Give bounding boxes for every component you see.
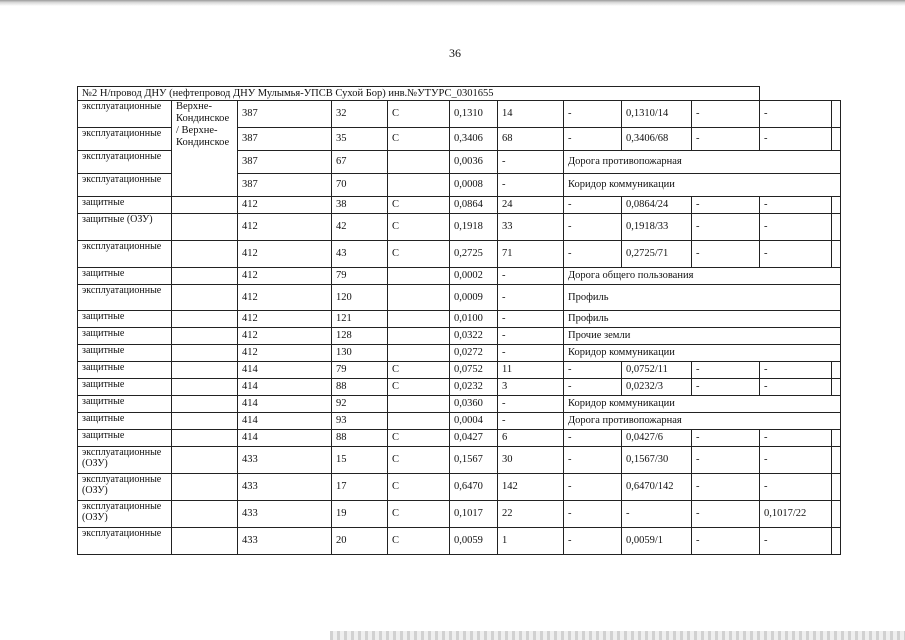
table-cell	[388, 311, 450, 328]
table-cell: -	[564, 430, 622, 447]
table-row	[78, 311, 841, 328]
table-cell: 92	[332, 396, 388, 413]
table-cell: защитные	[78, 413, 172, 430]
table-cell: -	[760, 101, 832, 128]
table-cell: Коридор коммуникации	[564, 396, 841, 413]
table-cell: 412	[238, 214, 332, 241]
table-title-row	[78, 87, 841, 101]
table-row	[78, 362, 841, 379]
table-cell: -	[564, 101, 622, 128]
table-cell: Профиль	[564, 285, 841, 311]
table-cell	[388, 396, 450, 413]
table-cell: Профиль	[564, 311, 841, 328]
table-cell: 0,0008	[450, 174, 498, 197]
table-cell: эксплуатационные	[78, 528, 172, 555]
table-cell: -	[692, 379, 760, 396]
empty-cell	[832, 101, 841, 128]
table-cell: -	[760, 379, 832, 396]
table-cell: С	[388, 430, 450, 447]
table-cell: 412	[238, 241, 332, 268]
table-cell: эксплуатационные	[78, 174, 172, 197]
region-cell-empty	[172, 285, 238, 311]
empty-cell	[832, 241, 841, 268]
table-cell: 30	[498, 447, 564, 474]
table-cell: С	[388, 197, 450, 214]
table-cell: 93	[332, 413, 388, 430]
region-cell-empty	[172, 528, 238, 555]
table-cell: Коридор коммуникации	[564, 345, 841, 362]
table-cell: -	[692, 241, 760, 268]
empty-cell	[832, 430, 841, 447]
table-cell: эксплуатационные	[78, 151, 172, 174]
table-cell: 88	[332, 430, 388, 447]
table-cell: 412	[238, 345, 332, 362]
empty-cell	[832, 379, 841, 396]
table-row	[78, 528, 841, 555]
table-cell: 3	[498, 379, 564, 396]
table-cell: 79	[332, 268, 388, 285]
table-cell: Дорога противопожарная	[564, 413, 841, 430]
table-cell: -	[692, 447, 760, 474]
table-cell: 35	[332, 128, 388, 151]
region-cell-empty	[172, 311, 238, 328]
table-cell: С	[388, 474, 450, 501]
table-cell: -	[498, 396, 564, 413]
table-row	[78, 413, 841, 430]
region-cell-empty	[172, 214, 238, 241]
table-cell: -	[498, 174, 564, 197]
table-row	[78, 197, 841, 214]
table-cell: 11	[498, 362, 564, 379]
table-cell: 14	[498, 101, 564, 128]
region-cell-empty	[172, 501, 238, 528]
table-cell: -	[760, 197, 832, 214]
table-cell: защитные	[78, 197, 172, 214]
table-cell: 414	[238, 379, 332, 396]
table-cell: 0,0360	[450, 396, 498, 413]
table-cell: Дорога противопожарная	[564, 151, 841, 174]
table-cell	[388, 285, 450, 311]
table-cell: эксплуатационные	[78, 128, 172, 151]
table-cell: 0,0059	[450, 528, 498, 555]
table-cell: -	[692, 528, 760, 555]
table-cell: 0,0002	[450, 268, 498, 285]
table-cell: 0,0322	[450, 328, 498, 345]
table-cell: -	[498, 311, 564, 328]
region-cell-empty	[172, 430, 238, 447]
table-cell: 0,0059/1	[622, 528, 692, 555]
table-cell: 0,6470/142	[622, 474, 692, 501]
table-row	[78, 447, 841, 474]
region-cell: Верхне-Кондинское / Верхне-Кондинское	[172, 101, 238, 197]
table-cell: -	[564, 241, 622, 268]
table-title: №2 Н/провод ДНУ (нефтепровод ДНУ Мулымья-УПСВ Сухой Бор) инв.№УТУРС_0301655	[78, 87, 760, 101]
table-cell: 0,3406/68	[622, 128, 692, 151]
table-cell: -	[564, 447, 622, 474]
table-cell: 1	[498, 528, 564, 555]
table-cell: 0,0036	[450, 151, 498, 174]
table-cell: 0,0752	[450, 362, 498, 379]
empty-cell	[832, 214, 841, 241]
table-cell: С	[388, 362, 450, 379]
table-cell: 120	[332, 285, 388, 311]
table-cell: 387	[238, 128, 332, 151]
table-cell: 17	[332, 474, 388, 501]
empty-cell	[832, 447, 841, 474]
region-cell-empty	[172, 379, 238, 396]
table-cell: 6	[498, 430, 564, 447]
region-cell-empty	[172, 197, 238, 214]
land-plots-table	[77, 86, 841, 555]
table-cell: 0,1017/22	[760, 501, 832, 528]
table-row	[78, 396, 841, 413]
table-cell: 79	[332, 362, 388, 379]
table-cell: защитные	[78, 345, 172, 362]
table-cell: эксплуатационные	[78, 241, 172, 268]
table-cell: -	[760, 128, 832, 151]
table-row	[78, 285, 841, 311]
empty-cell	[832, 474, 841, 501]
table-cell: 412	[238, 285, 332, 311]
table-cell: 414	[238, 430, 332, 447]
table-cell: -	[564, 379, 622, 396]
table-cell	[388, 151, 450, 174]
table-cell: -	[498, 345, 564, 362]
table-cell: защитные	[78, 396, 172, 413]
table-cell: -	[564, 501, 622, 528]
table-cell: -	[760, 214, 832, 241]
table-cell: 412	[238, 311, 332, 328]
table-cell: защитные	[78, 328, 172, 345]
table-cell: -	[564, 197, 622, 214]
table-cell: 0,1567/30	[622, 447, 692, 474]
table-cell: -	[622, 501, 692, 528]
table-cell: 412	[238, 328, 332, 345]
scan-edge-top	[0, 0, 905, 6]
table-cell	[388, 328, 450, 345]
table-cell: 22	[498, 501, 564, 528]
table-cell: -	[760, 241, 832, 268]
table-row	[78, 101, 841, 128]
table-cell: 0,1567	[450, 447, 498, 474]
empty-cell	[832, 362, 841, 379]
table-cell: -	[692, 474, 760, 501]
table-cell: защитные	[78, 268, 172, 285]
table-cell	[388, 345, 450, 362]
table-cell: 433	[238, 528, 332, 555]
table-cell: 0,0009	[450, 285, 498, 311]
table-cell: Прочие земли	[564, 328, 841, 345]
table-cell: 0,0864/24	[622, 197, 692, 214]
table-cell: -	[498, 151, 564, 174]
region-cell-empty	[172, 345, 238, 362]
table-row	[78, 345, 841, 362]
table-row	[78, 241, 841, 268]
table-cell: 387	[238, 174, 332, 197]
table-cell: 433	[238, 501, 332, 528]
table-cell: эксплуатационные (ОЗУ)	[78, 474, 172, 501]
table-cell: С	[388, 241, 450, 268]
table-cell: 43	[332, 241, 388, 268]
table-cell: 433	[238, 447, 332, 474]
empty-cell	[832, 128, 841, 151]
region-cell-empty	[172, 268, 238, 285]
table-row	[78, 379, 841, 396]
table-cell: 0,1310	[450, 101, 498, 128]
table-cell: -	[760, 528, 832, 555]
table-cell: защитные	[78, 379, 172, 396]
table-row	[78, 430, 841, 447]
table-row	[78, 501, 841, 528]
scan-edge-bottom	[330, 631, 905, 640]
table-cell: С	[388, 501, 450, 528]
table-row	[78, 474, 841, 501]
region-cell-empty	[172, 447, 238, 474]
table-cell: 0,0427/6	[622, 430, 692, 447]
table-cell: эксплуатационные	[78, 285, 172, 311]
table-cell: 42	[332, 214, 388, 241]
table-row	[78, 328, 841, 345]
table-cell: 433	[238, 474, 332, 501]
table-row	[78, 268, 841, 285]
table-cell: 0,1918	[450, 214, 498, 241]
page-number: 36	[449, 46, 461, 60]
table-cell: 38	[332, 197, 388, 214]
table-cell: защитные	[78, 362, 172, 379]
table-cell: -	[564, 214, 622, 241]
table-cell: 68	[498, 128, 564, 151]
table-cell: Дорога общего пользования	[564, 268, 841, 285]
region-cell-empty	[172, 362, 238, 379]
table-cell: 387	[238, 151, 332, 174]
table-cell	[388, 268, 450, 285]
table-cell: -	[760, 362, 832, 379]
table-cell: С	[388, 101, 450, 128]
table-cell: 0,1017	[450, 501, 498, 528]
table-cell: -	[760, 447, 832, 474]
table-cell: -	[692, 501, 760, 528]
table-cell: 412	[238, 268, 332, 285]
table-cell: С	[388, 447, 450, 474]
table-cell: эксплуатационные (ОЗУ)	[78, 447, 172, 474]
region-cell-empty	[172, 328, 238, 345]
table-cell: Коридор коммуникации	[564, 174, 841, 197]
empty-cell	[832, 501, 841, 528]
table-cell: -	[498, 268, 564, 285]
table-cell: защитные	[78, 430, 172, 447]
table-cell	[388, 174, 450, 197]
empty-cell	[832, 528, 841, 555]
table-cell: 15	[332, 447, 388, 474]
table-cell: 0,0004	[450, 413, 498, 430]
table-cell: 0,0752/11	[622, 362, 692, 379]
table-cell: защитные (ОЗУ)	[78, 214, 172, 241]
table-cell: -	[498, 413, 564, 430]
table-cell: 0,6470	[450, 474, 498, 501]
table-cell: С	[388, 379, 450, 396]
table-cell: 33	[498, 214, 564, 241]
table-cell	[388, 413, 450, 430]
table-cell: 387	[238, 101, 332, 128]
table-cell: 0,2725/71	[622, 241, 692, 268]
table-row	[78, 214, 841, 241]
table-cell: -	[564, 362, 622, 379]
table-cell: 0,0232	[450, 379, 498, 396]
table-cell: С	[388, 528, 450, 555]
region-cell-empty	[172, 396, 238, 413]
table-cell: 0,0427	[450, 430, 498, 447]
table-cell: 128	[332, 328, 388, 345]
table-cell: -	[692, 214, 760, 241]
table-cell: эксплуатационные (ОЗУ)	[78, 501, 172, 528]
table-cell: -	[564, 528, 622, 555]
table-cell: 0,3406	[450, 128, 498, 151]
table-cell: 71	[498, 241, 564, 268]
table-cell: 0,0232/3	[622, 379, 692, 396]
table-cell: -	[564, 128, 622, 151]
table-cell: -	[692, 430, 760, 447]
table-cell: 20	[332, 528, 388, 555]
table-cell: 142	[498, 474, 564, 501]
table-cell: 0,0100	[450, 311, 498, 328]
table-cell: 19	[332, 501, 388, 528]
table-cell: 130	[332, 345, 388, 362]
table-cell: С	[388, 214, 450, 241]
table-cell: 67	[332, 151, 388, 174]
table-cell: -	[692, 128, 760, 151]
table-cell: -	[692, 197, 760, 214]
table-cell: 0,0864	[450, 197, 498, 214]
table-cell: 412	[238, 197, 332, 214]
table-cell: -	[760, 474, 832, 501]
table-cell: -	[498, 328, 564, 345]
table-cell: 0,2725	[450, 241, 498, 268]
table-cell: -	[760, 430, 832, 447]
table-cell: С	[388, 128, 450, 151]
table-cell: 24	[498, 197, 564, 214]
table-cell: -	[498, 285, 564, 311]
table-cell: -	[692, 101, 760, 128]
table-cell: -	[564, 474, 622, 501]
region-cell-empty	[172, 474, 238, 501]
table-cell: 32	[332, 101, 388, 128]
table-cell: защитные	[78, 311, 172, 328]
table-cell: 414	[238, 362, 332, 379]
table-cell: 121	[332, 311, 388, 328]
table-cell: 0,1918/33	[622, 214, 692, 241]
table-cell: 0,1310/14	[622, 101, 692, 128]
table-cell: 88	[332, 379, 388, 396]
table-cell: 414	[238, 413, 332, 430]
table-cell: -	[692, 362, 760, 379]
region-cell-empty	[172, 241, 238, 268]
empty-cell	[832, 197, 841, 214]
table-cell: 70	[332, 174, 388, 197]
region-cell-empty	[172, 413, 238, 430]
table-cell: 0,0272	[450, 345, 498, 362]
table-cell: 414	[238, 396, 332, 413]
table-cell: эксплуатационные	[78, 101, 172, 128]
